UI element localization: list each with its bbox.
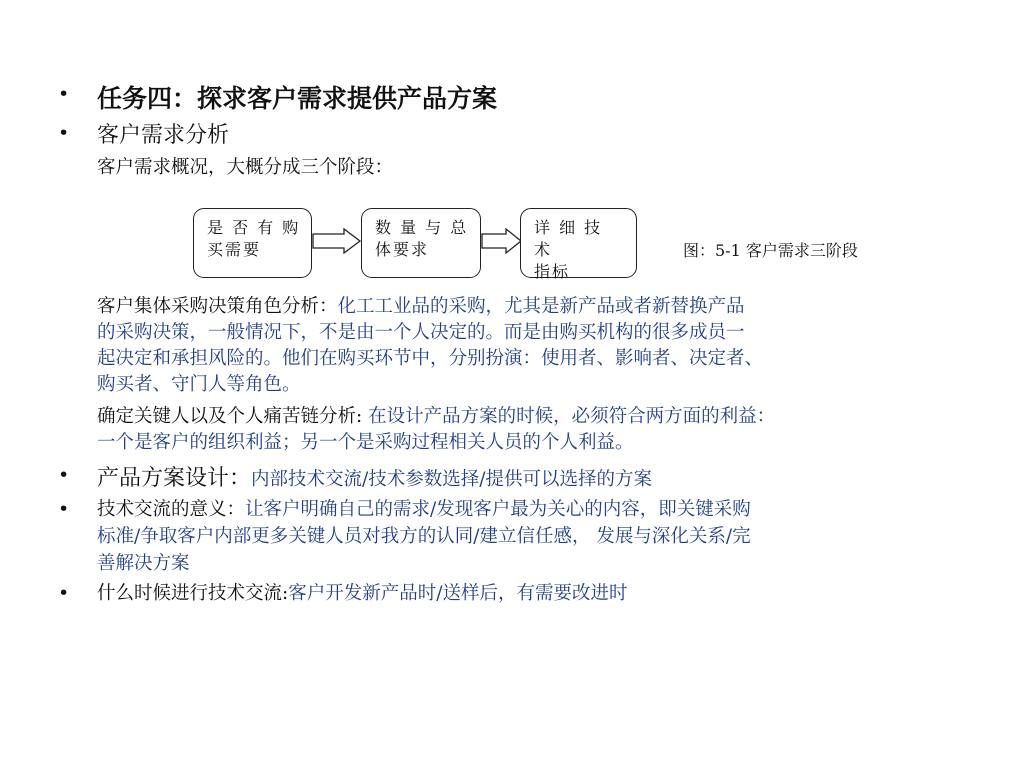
arrow-right-icon — [481, 228, 523, 254]
flow-stage-1 — [193, 208, 312, 278]
keyperson-label: 确定关键人以及个人痛苦链分析: — [97, 406, 369, 427]
bullet: • — [58, 464, 70, 486]
when-line — [97, 579, 627, 605]
flow-stage-2 — [361, 208, 481, 278]
keyperson-line-1 — [97, 402, 775, 428]
tech-exchange-text: 标准/争取客户内部更多关键人员对我方的认同/建立信任感， 发展与深化关系/完 — [97, 526, 751, 547]
bullet: • — [58, 122, 70, 144]
roles-label: 客户集体采购决策角色分析： — [97, 296, 338, 317]
bullet: • — [58, 498, 70, 520]
when-label: 什么时候进行技术交流: — [97, 583, 289, 604]
bullet: • — [58, 582, 70, 604]
roles-line-1 — [97, 292, 745, 318]
tech-exchange-line-1 — [97, 495, 751, 521]
tech-exchange-label: 技术交流的意义： — [97, 499, 246, 520]
flow-stage-2-line1: 数 量 与 总 — [375, 218, 469, 237]
bullet: • — [58, 83, 70, 105]
figure-caption: 图：5-1 客户需求三阶段 — [683, 241, 858, 260]
roles-text: 购买者、守门人等角色。 — [97, 374, 301, 395]
flow-stage-1-line1: 是 否 有 购 — [207, 218, 301, 237]
product-design-line — [97, 461, 652, 492]
roles-text: 化工工业品的采购，尤其是新产品或者新替换产品 — [337, 296, 745, 317]
roles-text: 的采购决策，一般情况下，不是由一个人决定的。而是由购买机构的很多成员一 — [97, 322, 745, 343]
keyperson-text: 在设计产品方案的时候，必须符合两方面的利益： — [368, 406, 776, 427]
when-text: 客户开发新产品时/送样后，有需要改进时 — [288, 583, 628, 604]
flow-stage-3 — [520, 208, 637, 281]
product-design-label: 产品方案设计： — [97, 466, 252, 491]
product-design-text: 内部技术交流/技术参数选择/提供可以选择的方案 — [251, 469, 652, 490]
flow-stage-3-line1: 详 细 技 术 — [534, 218, 603, 259]
section-heading-demand-analysis: 客户需求分析 — [97, 123, 230, 148]
slide-title: 任务四：探求客户需求提供产品方案 — [97, 84, 498, 113]
tech-exchange-text: 让客户明确自己的需求/发现客户最为关心的内容，即关键采购 — [245, 499, 751, 520]
flow-stage-2-line2: 体要求 — [375, 240, 430, 259]
roles-text: 起决定和承担风险的。他们在购买环节中，分别扮演：使用者、影响者、决定者、 — [97, 348, 764, 369]
arrow-right-icon — [312, 228, 362, 254]
demand-intro-text: 客户需求概况，大概分成三个阶段： — [97, 157, 394, 178]
keyperson-text: 一个是客户的组织利益；另一个是采购过程相关人员的个人利益。 — [97, 432, 634, 453]
flow-stage-1-line2: 买需要 — [207, 240, 262, 259]
flow-stage-3-line2: 指标 — [534, 262, 571, 281]
tech-exchange-text: 善解决方案 — [97, 553, 190, 574]
